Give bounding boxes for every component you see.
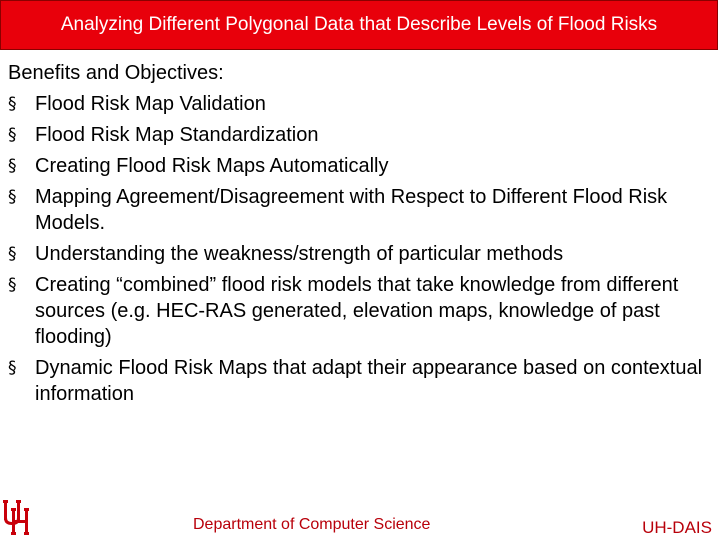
bullet-text: Mapping Agreement/Disagreement with Respect to Different Flood Risk Models. [35,186,668,234]
slide-title: Analyzing Different Polygonal Data that Describe Levels of Flood Risks [60,14,658,35]
bullet-item [8,355,714,407]
bullet-icon: § [8,244,17,264]
bullet-item [8,122,714,148]
university-of-houston-logo-icon [2,498,30,536]
bullet-item [8,153,714,179]
bullet-icon: § [8,187,17,207]
footer-department: Department of Computer Science [193,516,431,533]
section-heading: Benefits and Objectives: [8,62,224,84]
bullet-icon: § [8,125,17,145]
bullet-icon: § [8,275,17,295]
bullet-icon: § [8,156,17,176]
title-bar [0,0,718,50]
bullet-text: Creating “combined” flood risk models that take knowledge from different sources (e.g. HEC-RAS generated, elevation maps, knowledge of past flooding) [35,274,679,348]
bullet-list [8,91,714,407]
bullet-item [8,241,714,267]
bullet-text: Flood Risk Map Standardization [35,124,319,146]
bullet-text: Understanding the weakness/strength of particular methods [35,243,564,265]
bullet-item [8,272,714,350]
bullet-icon: § [8,358,17,378]
bullet-item [8,91,714,117]
slide-content [8,60,714,412]
bullet-icon: § [8,94,17,114]
footer-group: UH-DAIS [642,518,712,537]
bullet-text: Dynamic Flood Risk Maps that adapt their appearance based on contextual information [35,357,703,405]
bullet-text: Flood Risk Map Validation [35,93,266,115]
bullet-item [8,184,714,236]
bullet-text: Creating Flood Risk Maps Automatically [35,155,389,177]
